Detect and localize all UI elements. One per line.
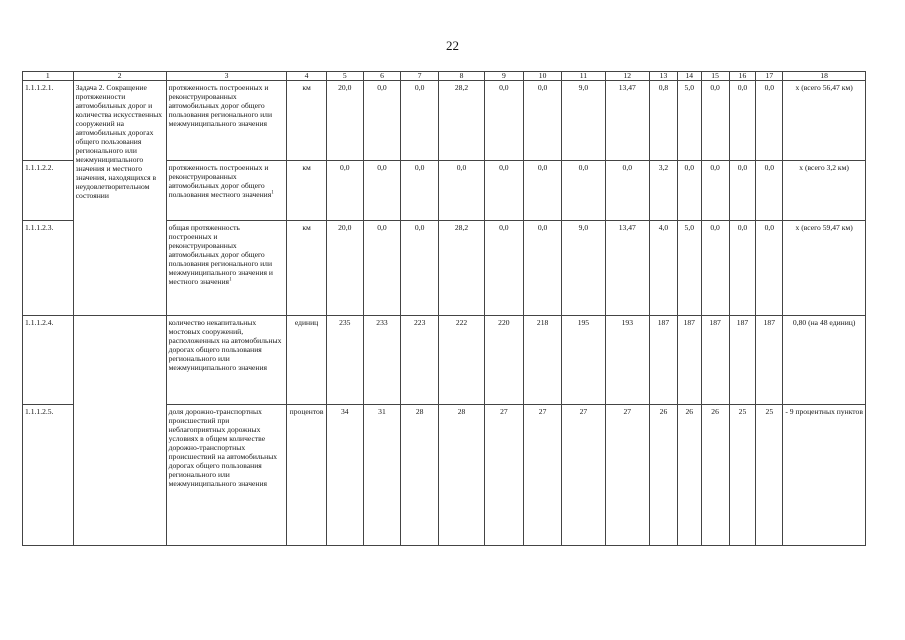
row-code: 1.1.1.2.1. bbox=[23, 81, 74, 161]
header-cell: 6 bbox=[363, 72, 400, 81]
value-cell: 0,0 bbox=[484, 161, 523, 221]
row-code: 1.1.1.2.4. bbox=[23, 316, 74, 405]
value-cell: 187 bbox=[677, 316, 701, 405]
total-cell: 0,80 (на 48 единиц) bbox=[783, 316, 866, 405]
value-cell: 0,0 bbox=[562, 161, 605, 221]
value-cell: 4,0 bbox=[650, 221, 678, 316]
value-cell: 220 bbox=[484, 316, 523, 405]
value-cell: 5,0 bbox=[677, 221, 701, 316]
indicator-name: общая протяженность построенных и реконструированных автомобильных дорог общего пользования регионального или межмуниципального значения и местного значения$^1$ bbox=[166, 221, 287, 316]
value-cell: 9,0 bbox=[562, 81, 605, 161]
value-cell: 28 bbox=[401, 405, 439, 546]
header-row bbox=[23, 72, 866, 81]
value-cell: 31 bbox=[363, 405, 400, 546]
value-cell: 0,0 bbox=[484, 221, 523, 316]
page-number: 22 bbox=[446, 38, 459, 53]
header-cell: 18 bbox=[783, 72, 866, 81]
task-description: Задача 2. Сокращение протяженности автомобильных дорог и количества искусственных сооружений на автомобильных дорогах общего пользования регионального или межмуниципального значения и местного значения, находящихся в неудовлетворительном состоянии bbox=[73, 81, 166, 316]
value-cell: 28 bbox=[439, 405, 484, 546]
value-cell: 0,0 bbox=[523, 161, 561, 221]
value-cell: 27 bbox=[605, 405, 649, 546]
unit-cell: км bbox=[287, 161, 326, 221]
header-cell: 1 bbox=[23, 72, 74, 81]
header-cell: 16 bbox=[729, 72, 756, 81]
value-cell: 0,0 bbox=[701, 161, 729, 221]
value-cell: 195 bbox=[562, 316, 605, 405]
header-cell: 10 bbox=[523, 72, 561, 81]
value-cell: 26 bbox=[701, 405, 729, 546]
value-cell: 3,2 bbox=[650, 161, 678, 221]
value-cell: 0,0 bbox=[439, 161, 484, 221]
value-cell: 5,0 bbox=[677, 81, 701, 161]
header-cell: 15 bbox=[701, 72, 729, 81]
header-cell: 4 bbox=[287, 72, 326, 81]
value-cell: 0,0 bbox=[326, 161, 363, 221]
value-cell: 187 bbox=[701, 316, 729, 405]
header-cell: 8 bbox=[439, 72, 484, 81]
value-cell: 26 bbox=[650, 405, 678, 546]
indicator-name: количество некапитальных мостовых сооружений, расположенных на автомобильных дорогах общего пользования регионального или межмуниципального значения bbox=[166, 316, 287, 405]
value-cell: 0,0 bbox=[363, 81, 400, 161]
value-cell: 218 bbox=[523, 316, 561, 405]
value-cell: 26 bbox=[677, 405, 701, 546]
value-cell: 0,0 bbox=[701, 81, 729, 161]
value-cell: 0,0 bbox=[363, 221, 400, 316]
value-cell: 0,0 bbox=[363, 161, 400, 221]
value-cell: 187 bbox=[756, 316, 783, 405]
indicators-table bbox=[22, 71, 866, 546]
value-cell: 0,0 bbox=[677, 161, 701, 221]
header-cell: 7 bbox=[401, 72, 439, 81]
value-cell: 0,0 bbox=[401, 221, 439, 316]
table-row bbox=[23, 316, 866, 405]
value-cell: 0,0 bbox=[729, 81, 756, 161]
value-cell: 0,0 bbox=[729, 221, 756, 316]
header-cell: 14 bbox=[677, 72, 701, 81]
total-cell: - 9 процентных пунктов bbox=[783, 405, 866, 546]
indicator-name: протяженность построенных и реконструированных автомобильных дорог общего пользования местного значения$^1$ bbox=[166, 161, 287, 221]
value-cell: 233 bbox=[363, 316, 400, 405]
unit-cell: единиц bbox=[287, 316, 326, 405]
value-cell: 28,2 bbox=[439, 221, 484, 316]
value-cell: 0,0 bbox=[605, 161, 649, 221]
value-cell: 34 bbox=[326, 405, 363, 546]
unit-cell: км bbox=[287, 221, 326, 316]
header-cell: 5 bbox=[326, 72, 363, 81]
value-cell: 0,0 bbox=[756, 161, 783, 221]
table-row bbox=[23, 81, 866, 161]
task-description-continued bbox=[73, 316, 166, 546]
value-cell: 0,0 bbox=[523, 221, 561, 316]
header-cell: 12 bbox=[605, 72, 649, 81]
value-cell: 27 bbox=[523, 405, 561, 546]
value-cell: 0,0 bbox=[484, 81, 523, 161]
header-cell: 13 bbox=[650, 72, 678, 81]
unit-cell: км bbox=[287, 81, 326, 161]
header-cell: 11 bbox=[562, 72, 605, 81]
value-cell: 0,0 bbox=[701, 221, 729, 316]
value-cell: 28,2 bbox=[439, 81, 484, 161]
row-code: 1.1.1.2.5. bbox=[23, 405, 74, 546]
value-cell: 235 bbox=[326, 316, 363, 405]
value-cell: 222 bbox=[439, 316, 484, 405]
value-cell: 0,0 bbox=[756, 221, 783, 316]
value-cell: 13,47 bbox=[605, 81, 649, 161]
value-cell: 193 bbox=[605, 316, 649, 405]
indicator-name: доля дорожно-транспортных происшествий при неблагоприятных дорожных условиях в общем количестве дорожно-транспортных происшествий на автомобильных дорогах общего пользования регионального или межмуниципального значения bbox=[166, 405, 287, 546]
value-cell: 9,0 bbox=[562, 221, 605, 316]
total-cell: х (всего 3,2 км) bbox=[783, 161, 866, 221]
value-cell: 27 bbox=[484, 405, 523, 546]
header-cell: 3 bbox=[166, 72, 287, 81]
value-cell: 0,0 bbox=[729, 161, 756, 221]
value-cell: 187 bbox=[650, 316, 678, 405]
value-cell: 20,0 bbox=[326, 221, 363, 316]
value-cell: 13,47 bbox=[605, 221, 649, 316]
value-cell: 0,0 bbox=[401, 81, 439, 161]
value-cell: 27 bbox=[562, 405, 605, 546]
value-cell: 0,0 bbox=[401, 161, 439, 221]
row-code: 1.1.1.2.2. bbox=[23, 161, 74, 221]
indicator-name: протяженность построенных и реконструированных автомобильных дорог общего пользования регионального или межмуниципального значения bbox=[166, 81, 287, 161]
header-cell: 17 bbox=[756, 72, 783, 81]
value-cell: 187 bbox=[729, 316, 756, 405]
header-cell: 2 bbox=[73, 72, 166, 81]
header-cell: 9 bbox=[484, 72, 523, 81]
row-code: 1.1.1.2.3. bbox=[23, 221, 74, 316]
value-cell: 20,0 bbox=[326, 81, 363, 161]
value-cell: 0,8 bbox=[650, 81, 678, 161]
value-cell: 0,0 bbox=[523, 81, 561, 161]
value-cell: 25 bbox=[756, 405, 783, 546]
value-cell: 0,0 bbox=[756, 81, 783, 161]
value-cell: 25 bbox=[729, 405, 756, 546]
value-cell: 223 bbox=[401, 316, 439, 405]
total-cell: х (всего 56,47 км) bbox=[783, 81, 866, 161]
total-cell: х (всего 59,47 км) bbox=[783, 221, 866, 316]
unit-cell: процентов bbox=[287, 405, 326, 546]
